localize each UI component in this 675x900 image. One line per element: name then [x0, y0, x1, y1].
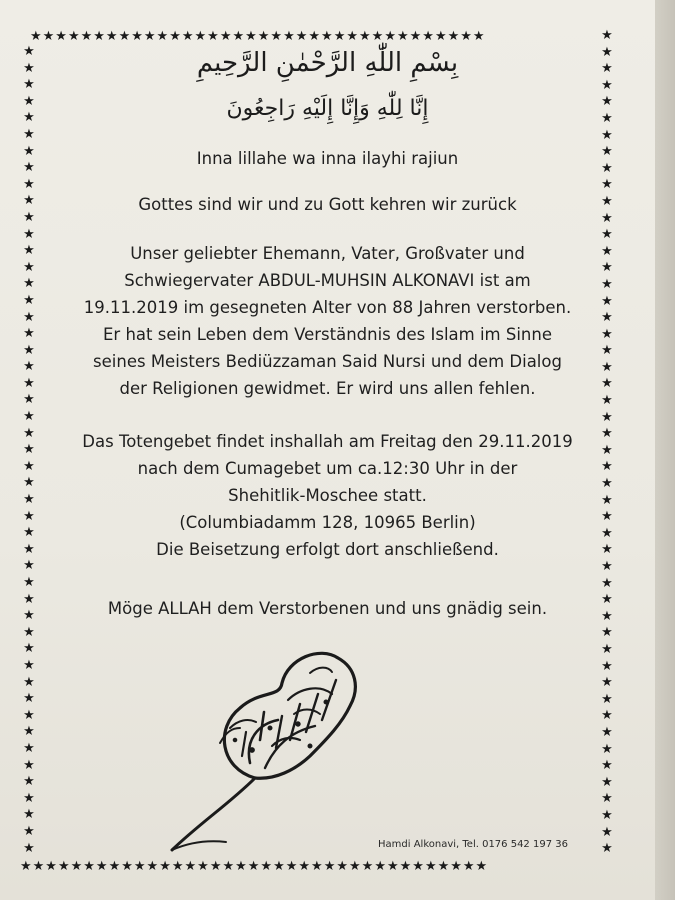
transliteration-line: Inna lillahe wa inna ilayhi rajiun	[196, 149, 459, 168]
funeral-line: (Columbiadamm 128, 10965 Berlin)	[179, 513, 476, 532]
announcement-line: der Religionen gewidmet. Er wird uns allen fehlen.	[119, 379, 536, 398]
announcement-line: seines Meisters Bediüzzaman Said Nursi und dem Dialog	[93, 352, 562, 371]
funeral-paragraph	[40, 428, 615, 563]
funeral-line: Shehitlik-Moschee statt.	[228, 486, 427, 505]
funeral-line: Die Beisetzung erfolgt dort anschließend.	[156, 540, 499, 559]
funeral-line: nach dem Cumagebet um ca.12:30 Uhr in der	[137, 459, 518, 478]
tulip-calligraphy-icon	[160, 628, 400, 858]
announcement-line: Unser geliebter Ehemann, Vater, Großvater und	[130, 244, 525, 263]
star-border-right: ★ ★ ★ ★ ★ ★ ★ ★ ★ ★ ★ ★ ★ ★ ★ ★ ★ ★ ★ ★ ★ ★ ★ ★ ★ ★ ★ ★ ★ ★ ★ ★ ★ ★ ★ ★ ★ ★ ★ ★ ★ ★ ★ ★ ★ ★ ★ ★ ★ ★	[601, 28, 613, 857]
page-edge-shadow	[655, 0, 675, 900]
star-border-left: ★ ★ ★ ★ ★ ★ ★ ★ ★ ★ ★ ★ ★ ★ ★ ★ ★ ★ ★ ★ ★ ★ ★ ★ ★ ★ ★ ★ ★ ★ ★ ★ ★ ★ ★ ★ ★ ★ ★ ★ ★ ★ ★ ★ ★ ★ ★ ★ ★	[23, 44, 35, 856]
istirja-arabic: إِنَّا لِلّٰهِ وَإِنَّا إِلَيْهِ رَاجِعُونَ	[226, 96, 429, 121]
announcement-line: Er hat sein Leben dem Verständnis des Islam im Sinne	[103, 325, 552, 344]
translation-line: Gottes sind wir und zu Gott kehren wir zurück	[138, 195, 517, 214]
announcement-line: 19.11.2019 im gesegneten Alter von 88 Jahren verstorben.	[83, 298, 572, 317]
star-border-bottom: ★★★★★★★★★★★★★★★★★★★★★★★★★★★★★★★★★★★★★	[20, 860, 489, 874]
announcement-line: Schwiegervater ABDUL-MUHSIN ALKONAVI ist am	[124, 271, 531, 290]
closing-prayer: Möge ALLAH dem Verstorbenen und uns gnädig sein.	[107, 599, 548, 618]
star-border-top: ★★★★★★★★★★★★★★★★★★★★★★★★★★★★★★★★★★★★	[30, 30, 486, 44]
announcement-paragraph	[40, 240, 615, 402]
signature-contact: Hamdi Alkonavi, Tel. 0176 542 197 36	[378, 839, 568, 850]
funeral-line: Das Totengebet findet inshallah am Freitag den 29.11.2019	[82, 432, 573, 451]
basmala-heading: بِسْمِ اللّٰهِ الرَّحْمٰنِ الرَّحِيمِ	[196, 48, 459, 78]
